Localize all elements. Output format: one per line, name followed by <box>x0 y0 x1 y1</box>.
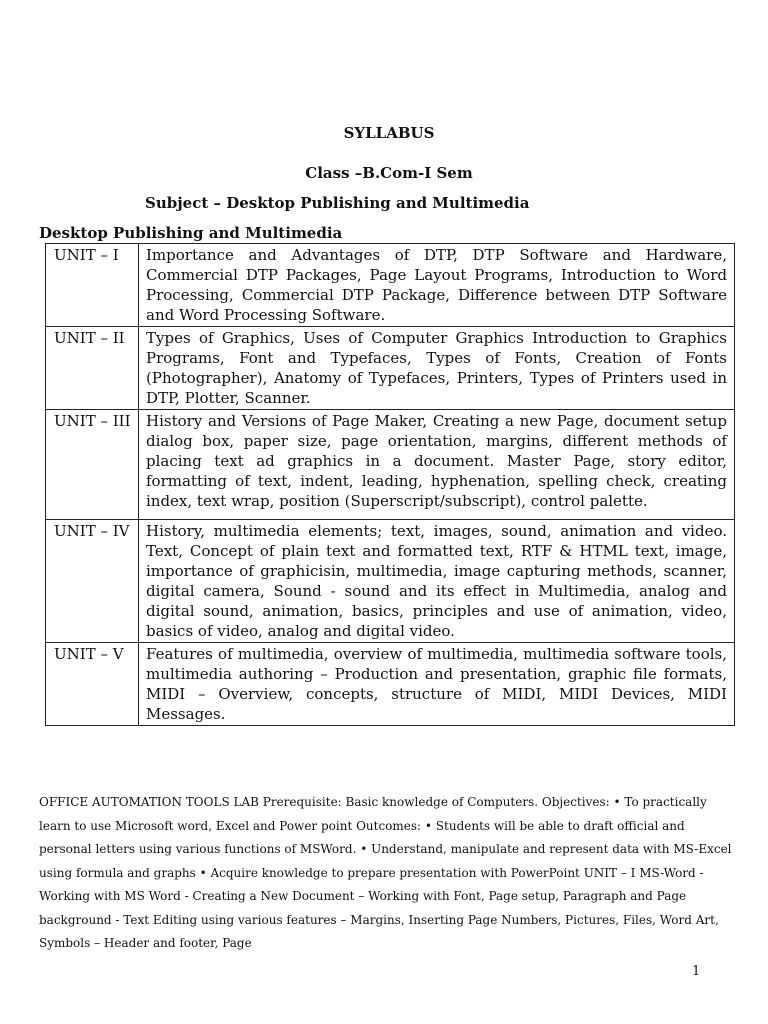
unit-label: UNIT – II <box>46 327 139 410</box>
unit-content: History and Versions of Page Maker, Creating a new Page, document setup dialog box, paper size, page orientation, margins, different methods of placing text ad graphics in a document. Master Page, story editor, formatting of text, indent, leading, hyphenation, spelling check, creating index, text wrap, position (Superscript/subscript), control palette. <box>139 410 735 520</box>
unit-content: Importance and Advantages of DTP, DTP Software and Hardware, Commercial DTP Packages, Page Layout Programs, Introduction to Word Processing, Commercial DTP Package, Difference between DTP Software and Word Processing Software. <box>139 244 735 327</box>
unit-label: UNIT – IV <box>46 520 139 643</box>
table-row <box>46 244 735 327</box>
unit-label: UNIT – I <box>46 244 139 327</box>
section-heading: Desktop Publishing and Multimedia <box>39 224 343 242</box>
table-row <box>46 643 735 726</box>
table-row <box>46 520 735 643</box>
table-row <box>46 327 735 410</box>
class-line: Class –B.Com-I Sem <box>305 164 473 182</box>
unit-label: UNIT – V <box>46 643 139 726</box>
table-row <box>46 410 735 520</box>
syllabus-units-table <box>45 243 735 726</box>
unit-content: Features of multimedia, overview of multimedia, multimedia software tools, multimedia authoring – Production and presentation, graphic file formats, MIDI – Overview, concepts, structure of MIDI, MIDI Devices, MIDI Messages. <box>139 643 735 726</box>
lab-description-paragraph: OFFICE AUTOMATION TOOLS LAB Prerequisite: Basic knowledge of Computers. Objectives: • To practically learn to use Microsoft word, Excel and Power point Outcomes: • Students will be able to draft official and personal letters using various functions of MSWord. • Understand, manipulate and represent data with MS-Excel using formula and graphs • Acquire knowledge to prepare presentation with PowerPoint UNIT – I MS-Word - Working with MS Word - Creating a New Document – Working with Font, Page setup, Paragraph and Page background - Text Editing using various features – Margins, Inserting Page Numbers, Pictures, Files, Word Art, Symbols – Header and footer, Page <box>39 795 732 950</box>
page-number: 1 <box>692 964 701 979</box>
subject-line: Subject – Desktop Publishing and Multimedia <box>145 194 530 212</box>
unit-label: UNIT – III <box>46 410 139 520</box>
unit-content: Types of Graphics, Uses of Computer Graphics Introduction to Graphics Programs, Font and Typefaces, Types of Fonts, Creation of Fonts (Photographer), Anatomy of Typefaces, Printers, Types of Printers used in DTP, Plotter, Scanner. <box>139 327 735 410</box>
unit-content: History, multimedia elements; text, images, sound, animation and video. Text, Concept of plain text and formatted text, RTF & HTML text, image, importance of graphicisin, multimedia, image capturing methods, scanner, digital camera, Sound - sound and its effect in Multimedia, analog and digital sound, animation, basics, principles and use of animation, video, basics of video, analog and digital video. <box>139 520 735 643</box>
document-title: SYLLABUS <box>343 124 435 142</box>
